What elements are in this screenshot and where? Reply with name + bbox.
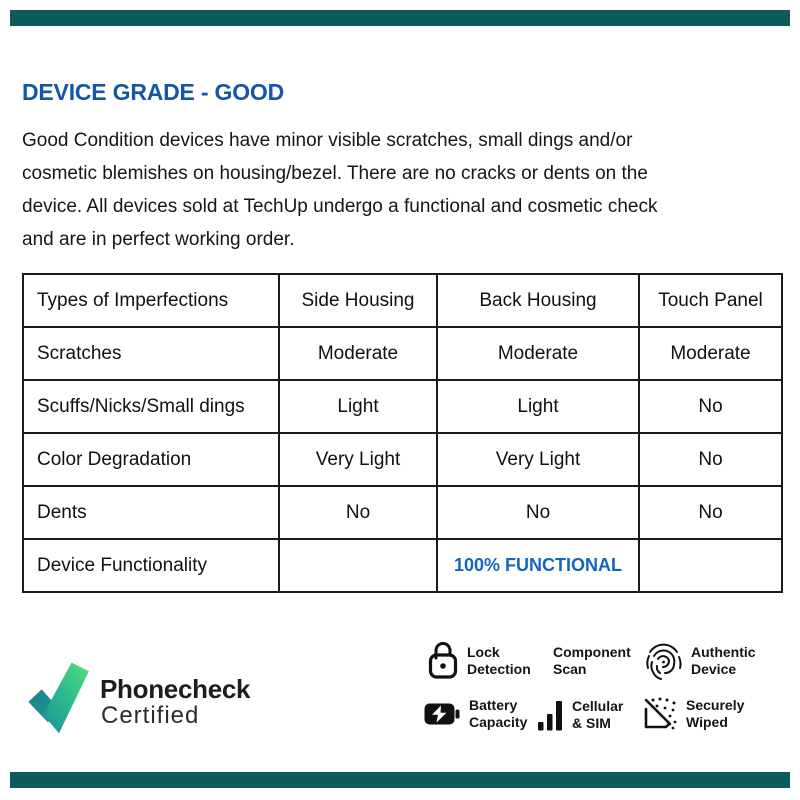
table-cell: Moderate bbox=[437, 327, 639, 380]
table-cell: Moderate bbox=[639, 327, 782, 380]
table-row bbox=[23, 433, 782, 486]
battery-icon bbox=[424, 702, 460, 726]
row-label: Color Degradation bbox=[23, 433, 279, 486]
description-line: Good Condition devices have minor visible scratches, small dings and/or bbox=[22, 130, 633, 151]
table-cell: No bbox=[437, 486, 639, 539]
table-row bbox=[23, 327, 782, 380]
table-cell: No bbox=[279, 486, 437, 539]
badge-label-line: Securely bbox=[686, 697, 745, 713]
imperfections-table bbox=[22, 273, 783, 593]
badge-label bbox=[553, 644, 631, 678]
badge-component-scan bbox=[553, 644, 631, 678]
description-line: and are in perfect working order. bbox=[22, 229, 295, 250]
column-header: Types of Imperfections bbox=[23, 274, 279, 327]
wiped-icon bbox=[643, 697, 677, 731]
badge-label-line: Lock bbox=[467, 644, 500, 660]
table-cell: No bbox=[639, 380, 782, 433]
description-line: cosmetic blemishes on housing/bezel. There are no cracks or dents on the bbox=[22, 163, 648, 184]
table-cell: Very Light bbox=[279, 433, 437, 486]
badge-label bbox=[469, 697, 527, 731]
fingerprint-icon bbox=[645, 640, 682, 682]
badge-label-line: Wiped bbox=[686, 714, 728, 730]
badge-label-line: Battery bbox=[469, 697, 518, 713]
lock-icon bbox=[428, 640, 458, 682]
badge-securely-wiped bbox=[643, 697, 744, 731]
table-cell: Light bbox=[279, 380, 437, 433]
badge-authentic-device bbox=[645, 640, 756, 682]
table-cell: No bbox=[639, 433, 782, 486]
description-line: device. All devices sold at TechUp undergo a functional and cosmetic check bbox=[22, 196, 658, 217]
row-label: Device Functionality bbox=[23, 539, 279, 592]
column-header: Side Housing bbox=[279, 274, 437, 327]
badge-lock-detection bbox=[428, 640, 531, 682]
table-cell: Very Light bbox=[437, 433, 639, 486]
row-label: Scuffs/Nicks/Small dings bbox=[23, 380, 279, 433]
page-title: DEVICE GRADE - GOOD bbox=[22, 79, 285, 105]
table-cell bbox=[639, 539, 782, 592]
row-label: Dents bbox=[23, 486, 279, 539]
badge-cellular-sim bbox=[538, 698, 623, 732]
table-cell: Moderate bbox=[279, 327, 437, 380]
condition-description bbox=[22, 124, 657, 256]
table-row bbox=[23, 486, 782, 539]
table-cell: No bbox=[639, 486, 782, 539]
phonecheck-checkmark-icon bbox=[26, 660, 92, 736]
badge-label-line: Authentic bbox=[691, 644, 756, 660]
phonecheck-certified-label: Certified bbox=[101, 702, 200, 729]
badge-label bbox=[691, 644, 756, 678]
badge-label bbox=[572, 698, 623, 732]
phonecheck-brand: Phonecheck bbox=[100, 674, 251, 704]
functional-status-cell: 100% FUNCTIONAL bbox=[437, 539, 639, 592]
top-accent-bar bbox=[10, 10, 790, 26]
table-cell: Light bbox=[437, 380, 639, 433]
table-row bbox=[23, 380, 782, 433]
column-header: Touch Panel bbox=[639, 274, 782, 327]
table-cell bbox=[279, 539, 437, 592]
badge-label bbox=[686, 697, 744, 731]
badge-label-line: Device bbox=[691, 661, 737, 677]
badge-label bbox=[467, 644, 531, 678]
badge-label-line: Capacity bbox=[469, 714, 528, 730]
bottom-accent-bar bbox=[10, 772, 790, 788]
badge-label-line: & SIM bbox=[572, 715, 611, 731]
column-header: Back Housing bbox=[437, 274, 639, 327]
signal-bars-icon bbox=[538, 700, 563, 731]
table-header-row bbox=[23, 274, 782, 327]
badge-label-line: Component bbox=[553, 644, 631, 660]
badge-battery-capacity bbox=[424, 697, 527, 731]
badge-label-line: Scan bbox=[553, 661, 587, 677]
badge-label-line: Detection bbox=[467, 661, 531, 677]
badge-label-line: Cellular bbox=[572, 698, 624, 714]
table-row bbox=[23, 539, 782, 592]
row-label: Scratches bbox=[23, 327, 279, 380]
